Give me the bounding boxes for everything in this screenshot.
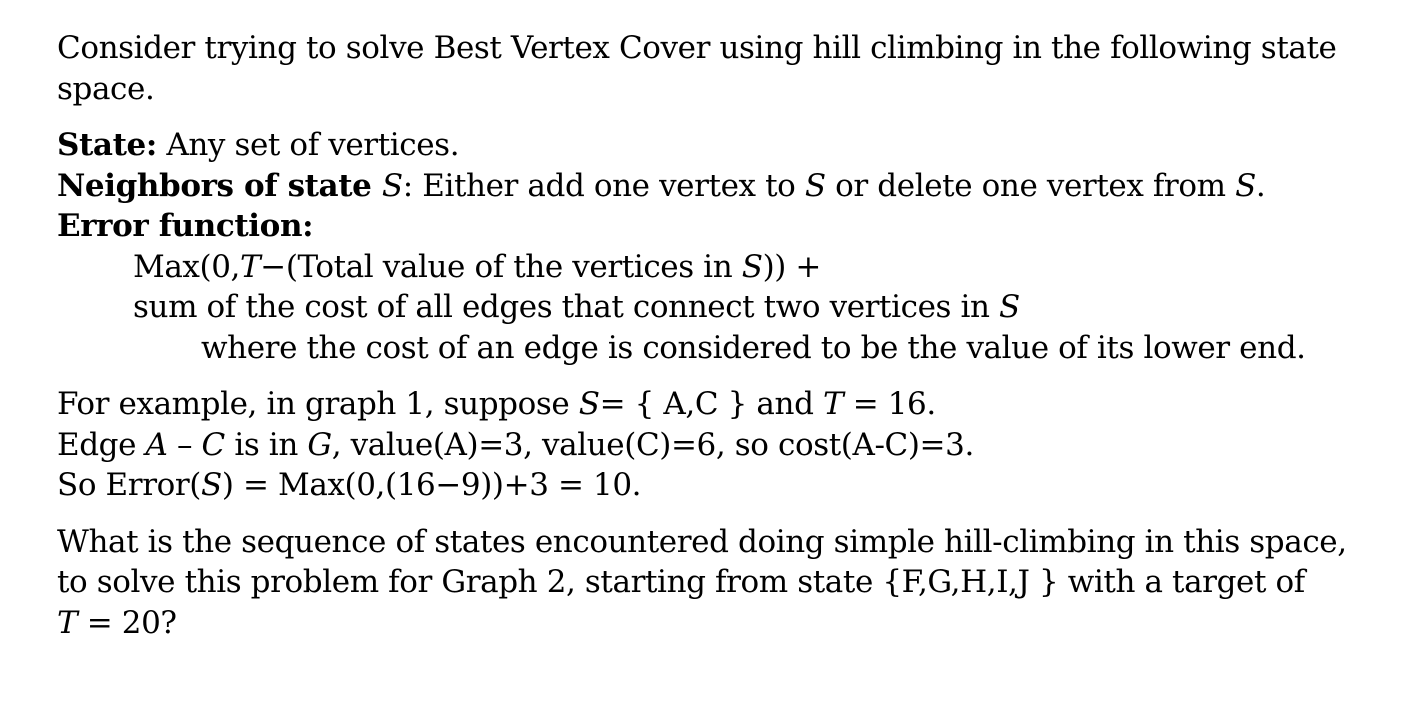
spacer [57, 109, 1357, 125]
example-line1-c: = 16. [843, 386, 936, 422]
example-line1-var-t: T [822, 386, 844, 422]
neighbors-colon: : [402, 167, 413, 204]
neighbors-var-b: S [1235, 167, 1256, 204]
error-line1-var-s: S [741, 248, 763, 285]
neighbors-text-b: or delete one vertex from [825, 167, 1236, 204]
example-line2-var-g: G [307, 426, 332, 463]
definition-block [57, 125, 1357, 368]
neighbors-label: Neighbors of state [57, 167, 382, 204]
question-line-3 [57, 603, 1357, 644]
spacer [57, 368, 1357, 384]
neighbors-text-a: Either add one vertex to [412, 167, 805, 204]
neighbors-text-c: . [1255, 167, 1266, 204]
error-line1-c: )) + [762, 248, 821, 285]
state-definition [57, 125, 1357, 166]
neighbors-definition [57, 166, 1357, 207]
question-line-1: What is the sequence of states encountered doing simple hill-climbing in this space, [57, 523, 1347, 560]
example-line2-a: Edge [57, 426, 146, 463]
error-line2-a: sum of the cost of all edges that connect two vertices in [133, 289, 1000, 325]
error-line1-var-t: T [239, 248, 261, 285]
neighbors-var-a: S [804, 167, 826, 204]
error-line1-a: Max(0, [133, 248, 240, 285]
example-line2-c: is in [224, 426, 308, 463]
question-line3-var-t: T [57, 604, 78, 641]
example-line3-var-s: S [201, 467, 222, 503]
error-function-line-3: where the cost of an edge is considered to be the value of its lower end. [201, 329, 1306, 366]
intro-line-2: space. [57, 70, 155, 107]
example-line-1 [57, 384, 1357, 425]
example-line1-var-s: S [578, 386, 600, 422]
example-line3-b: ) = Max(0,(16−9))+3 = 10. [221, 467, 642, 503]
question-line-2: to solve this problem for Graph 2, starting from state {F,G,H,I,J } with a target of [57, 564, 1305, 600]
error-function-line-2 [57, 287, 1357, 328]
example-line1-b: = { A,C } and [599, 386, 823, 422]
question-line3-b: = 20? [77, 604, 177, 641]
example-line1-a: For example, in graph 1, suppose [57, 386, 579, 422]
example-paragraph [57, 384, 1357, 506]
document-body [57, 28, 1357, 643]
error-function-label [57, 206, 1357, 247]
example-line2-d: , value(A)=3, value(C)=6, so cost(A-C)=3. [331, 426, 974, 463]
intro-line-1: Consider trying to solve Best Vertex Cover using hill climbing in the following state [57, 30, 1337, 66]
question-paragraph [57, 522, 1357, 644]
neighbors-label-var: S [381, 167, 403, 204]
error-function-line-1 [57, 247, 1357, 288]
example-line2-b: – [167, 426, 202, 463]
example-line3-a: So Error( [57, 467, 201, 503]
example-line2-var-c: C [201, 426, 225, 463]
example-line-3 [57, 465, 1357, 506]
example-line-2 [57, 425, 1357, 466]
state-text: Any set of vertices. [156, 127, 460, 163]
example-line2-var-a: A [145, 426, 168, 463]
spacer [57, 506, 1357, 522]
error-label: Error function: [57, 208, 314, 244]
intro-paragraph [57, 28, 1357, 109]
state-label: State: [57, 127, 157, 163]
error-line2-var-s: S [999, 289, 1020, 325]
error-line1-b: −(Total value of the vertices in [260, 248, 742, 285]
